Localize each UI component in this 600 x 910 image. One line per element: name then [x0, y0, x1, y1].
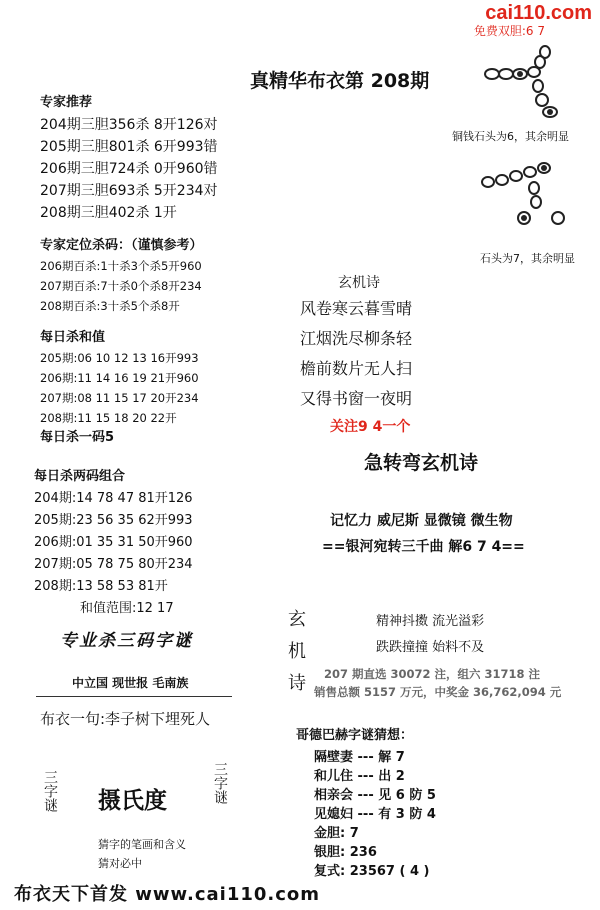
sum-range: 和值范围:12 17 — [80, 601, 174, 616]
copper-coin-diagram-2 — [478, 158, 588, 238]
xuanji-line: 精神抖擞 流光溢彩 — [376, 614, 485, 629]
two-code-section — [34, 466, 193, 620]
two-code-row: 208期:13 58 53 81开 — [34, 579, 168, 594]
poem-line: 檐前数片无人扫 — [300, 359, 413, 378]
sales-stats: 销售总额 5157 万元，中奖金 36,762,094 元 — [314, 685, 562, 699]
two-code-row: 207期:05 78 75 80开234 — [34, 557, 193, 572]
expert-row: 205期三胆801杀 6开993错 — [40, 139, 218, 155]
free-double-dan: 免费双胆:6 7 — [473, 24, 545, 38]
copper-caption-1: 铜钱石头为6，其余明显 — [452, 130, 569, 143]
two-code-row: 204期:14 78 47 81开126 — [34, 491, 193, 506]
expert-row: 208期三胆402杀 1开 — [40, 205, 177, 221]
expert-section — [40, 92, 218, 224]
poem-line: 又得书窗一夜明 — [300, 389, 413, 408]
poem-line: 江烟洗尽柳条轻 — [300, 329, 413, 348]
copper-coin-diagram-1 — [480, 42, 590, 122]
riddle-center: 摄氏度 — [98, 788, 167, 814]
position-kill-row: 208期百杀:3十杀5个杀8开 — [40, 299, 180, 313]
divider — [36, 696, 232, 697]
xuanji-vertical-title — [288, 604, 310, 700]
sum-kill-section — [40, 328, 199, 448]
expert-heading: 专家推荐 — [40, 95, 93, 110]
xuanji-char: 机 — [288, 641, 306, 662]
riddle-note: 猜字的笔画和含义 — [98, 838, 186, 851]
position-kill-row: 206期百杀:1十杀3个杀5开960 — [40, 259, 202, 273]
xuanji-line: 跌跌撞撞 始料不及 — [376, 640, 485, 655]
keywords: 记忆力 威尼斯 显微镜 微生物 — [330, 513, 513, 529]
two-code-row: 206期:01 35 31 50开960 — [34, 535, 193, 550]
riddle-side-left: 三字谜 — [42, 770, 58, 812]
two-code-heading: 每日杀两码组合 — [34, 469, 126, 484]
goldbach-row: 金胆: 7 — [314, 826, 359, 841]
sum-kill-heading: 每日杀和值 — [40, 330, 106, 345]
position-kill-row: 207期百杀:7十杀0个杀8开234 — [40, 279, 202, 293]
site-logo: cai110.com — [485, 2, 592, 24]
draw-stats: 207 期直选 30072 注，组六 31718 注 — [324, 667, 541, 681]
expert-row: 207期三胆693杀 5开234对 — [40, 183, 218, 199]
goldbach-row: 银胆: 236 — [314, 845, 377, 860]
position-kill-section — [40, 236, 203, 316]
footer: 布衣天下首发 www.cai110.com — [14, 884, 321, 905]
poem-line: 风卷寒云暮雪晴 — [300, 299, 413, 318]
poem-lines — [300, 294, 412, 414]
focus-number: 关注9 4一个 — [330, 419, 411, 435]
copper-caption-2: 石头为7，其余明显 — [480, 252, 575, 265]
goldbach-row: 和儿住 --- 出 2 — [314, 769, 405, 784]
galaxy-line: ==银河宛转三千曲 解6 7 4== — [322, 539, 525, 555]
newspapers: 中立国 现世报 毛南族 — [72, 676, 189, 690]
goldbach-row: 隔壁妻 --- 解 7 — [314, 750, 405, 765]
two-code-row: 205期:23 56 35 62开993 — [34, 513, 193, 528]
sum-kill-row: 207期:08 11 15 17 20开234 — [40, 391, 199, 405]
goldbach-row: 复式: 23567 ( 4 ) — [314, 864, 430, 879]
three-code-title: 专业杀三码字谜 — [60, 631, 193, 651]
xuanji-char: 诗 — [288, 673, 306, 694]
single-kill: 每日杀一码5 — [40, 430, 115, 445]
expert-row: 204期三胆356杀 8开126对 — [40, 117, 218, 133]
sum-kill-row: 205期:06 10 12 13 16开993 — [40, 351, 199, 365]
goldbach-row: 见媳妇 --- 有 3 防 4 — [314, 807, 436, 822]
xuanji-char: 玄 — [288, 609, 306, 630]
sum-kill-row: 208期:11 15 18 20 22开 — [40, 411, 177, 425]
poem-heading: 玄机诗 — [338, 275, 380, 291]
goldbach-row: 相亲会 --- 见 6 防 5 — [314, 788, 436, 803]
position-kill-heading: 专家定位杀码：（谨慎参考） — [40, 238, 203, 253]
page-title: 真精华布衣第 208期 — [250, 70, 430, 92]
expert-row: 206期三胆724杀 0开960错 — [40, 161, 218, 177]
riddle-poem-subtitle: 急转弯玄机诗 — [364, 452, 479, 474]
goldbach-heading: 哥德巴赫字谜猜想： — [296, 728, 414, 743]
goldbach-list — [314, 748, 436, 881]
riddle-note: 猜对必中 — [98, 857, 142, 870]
sum-kill-row: 206期:11 14 16 19 21开960 — [40, 371, 199, 385]
riddle-side-right: 三字谜 — [212, 762, 228, 804]
buyi-saying: 布衣一句:李子树下埋死人 — [40, 710, 211, 728]
